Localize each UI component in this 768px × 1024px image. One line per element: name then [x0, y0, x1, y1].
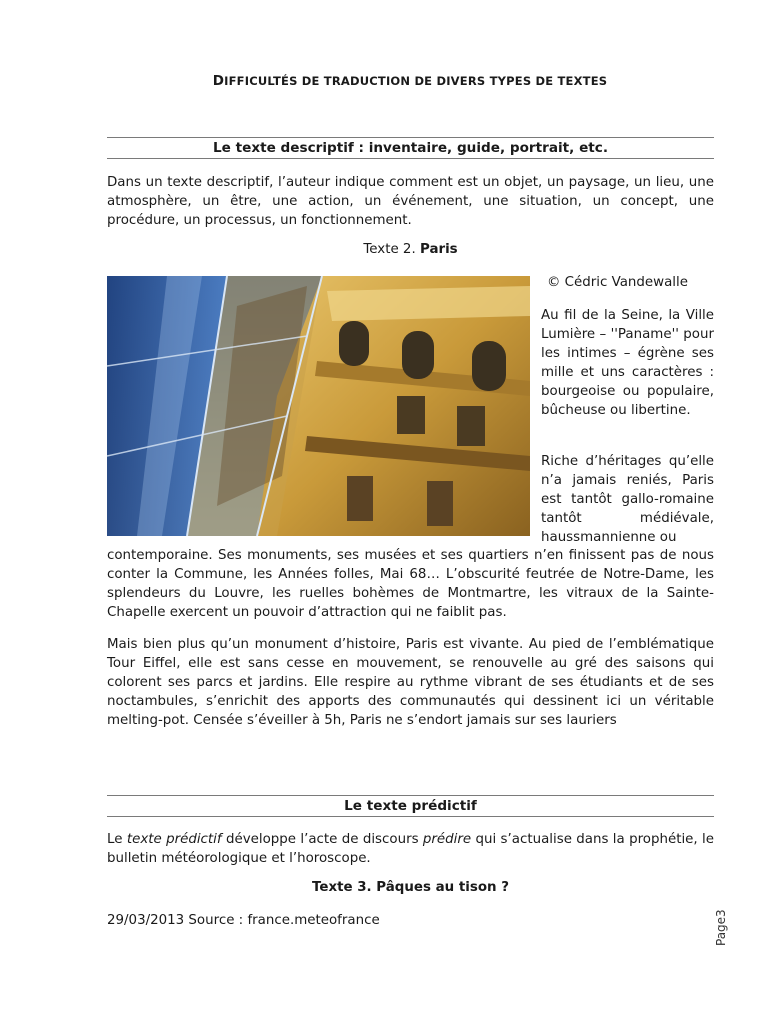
descriptive-intro-paragraph: Dans un texte descriptif, l’auteur indique comment est un objet, un paysage, un lieu, une atmosphère, un être, une action, un événement, une situation, un concept, une procédure, un processus, un fonctionnement.	[107, 175, 714, 228]
title-initial: D	[212, 73, 225, 89]
paris-paragraph-3: Mais bien plus qu’un monument d’histoire, Paris est vivante. Au pied de l’emblématique Tour Eiffel, elle est sans cesse en mouvement, se renouvelle au gré des saisons qui colorent ses parcs et jardins. Elle respire au rythme vibrant de ses étudiants et de ses noctambules, s’enrichit des apports des communautés qui dessinent ici un véritable melting-pot. Censée s’éveiller à 5h, Paris ne s’endort jamais sur ses lauriers	[107, 637, 714, 728]
predictive-middle: développe l’acte de discours	[225, 832, 419, 847]
side-paragraph-2: Riche d’héritages qu’elle n’a jamais reniés, Paris est tantôt gallo-romaine tantôt médiévale, haussmannienne ou	[541, 454, 714, 545]
section-header-predictive: Le texte prédictif	[107, 795, 714, 817]
predictive-le: Le	[107, 832, 123, 847]
paris-continuation-paragraph: contemporaine. Ses monuments, ses musées et ses quartiers n’en finissent pas de nous conter la Commune, les Années folles, Mai 68… L’obscurité feutrée de Notre-Dame, les splendeurs du Louvre, les ruelles bohèmes de Montmartre, les vitraux de la Sainte-Chapelle exercent un pouvoir d’attraction qui ne faiblit pas.	[107, 548, 714, 620]
predictive-term: texte prédictif	[126, 832, 222, 847]
predictive-end: qui s’actualise dans la prophétie, le bulletin météorologique et l’horoscope.	[107, 832, 714, 866]
text2-heading	[107, 242, 714, 257]
source-line: 29/03/2013 Source : france.meteofrance	[107, 913, 380, 928]
text2-title: Paris	[419, 242, 458, 257]
page-number: Page3	[714, 909, 728, 946]
louvre-photo	[107, 276, 530, 536]
predictive-verb: prédire	[422, 832, 472, 847]
section-header-descriptive: Le texte descriptif : inventaire, guide, portrait, etc.	[107, 137, 714, 159]
photo-credit: © Cédric Vandewalle	[547, 275, 688, 290]
text2-label: Texte 2.	[363, 242, 416, 257]
predictive-paragraph	[107, 830, 714, 868]
title-rest: IFFICULTÉS DE TRADUCTION DE DIVERS TYPES DE TEXTES	[224, 74, 608, 88]
side-paragraph-1: Au fil de la Seine, la Ville Lumière – ''Paname'' pour les intimes – égrène ses mille et uns caractères : bourgeoise ou populaire, bûcheuse ou libertine.	[541, 308, 714, 418]
document-title	[0, 73, 768, 89]
louvre-photo-illustration	[107, 276, 530, 536]
text3-title: Texte 3. Pâques au tison ?	[312, 880, 509, 895]
